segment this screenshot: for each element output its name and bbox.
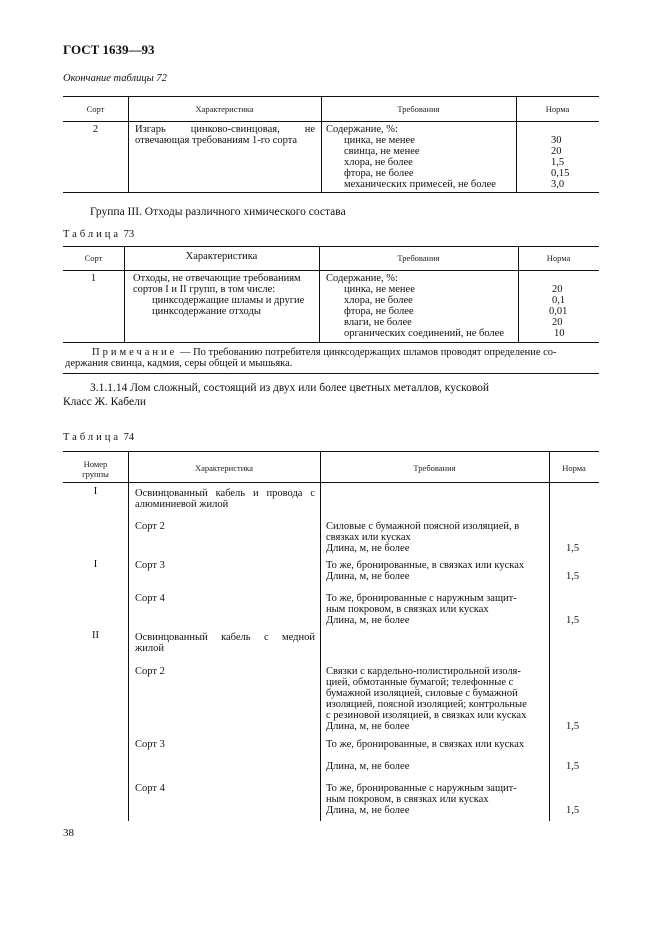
table74-header-group-line2: группы	[82, 469, 109, 479]
class-zh-heading: Класс Ж. Кабели	[63, 396, 146, 408]
table74-label-word: Таблица	[63, 432, 122, 443]
table74-char-line: Освинцованный кабель с медной	[135, 632, 315, 643]
table73-label	[63, 229, 134, 240]
table72-norm: 3,0	[551, 179, 565, 190]
table74-req-line: То же, бронированные, в связках или кусках	[326, 560, 525, 571]
document-title: ГОСТ 1639—93	[63, 42, 155, 57]
table72-norm: 1,5	[551, 157, 565, 168]
table74-norm: 1,5	[566, 615, 580, 626]
page-number: 38	[63, 827, 74, 839]
table73-req-line: хлора, не более	[344, 295, 413, 306]
table73-req-line: цинка, не менее	[344, 284, 415, 295]
table72-header-characteristic: Характеристика	[195, 104, 254, 114]
table72-char-line: Изгарь цинково-свинцовая, не	[135, 124, 315, 135]
table74-header-requirements: Требования	[413, 463, 456, 473]
table74-req-line: Связки с кардельно-полистирольной изоля-	[326, 666, 521, 677]
table74-norm: 1,5	[566, 571, 580, 582]
table74-req-line: Длина, м, не более	[326, 571, 410, 582]
table74-norm: 1,5	[566, 721, 580, 732]
table74-req-line: изоляцией, поясной изоляцией; контрольные	[326, 699, 527, 710]
table73-note-label: Примечание	[92, 347, 178, 358]
table73-norm: 10	[554, 328, 565, 339]
table73-req-line: органических соединений, не более	[344, 328, 504, 339]
table74-sort: Сорт 3	[135, 560, 165, 571]
table74-char-line: жилой	[135, 643, 164, 654]
table74-char-line: алюминиевой жилой	[135, 499, 229, 510]
table74-header-norm: Норма	[562, 463, 586, 473]
table72-caption: Окончание таблицы 72	[63, 73, 167, 84]
table74-norm: 1,5	[566, 543, 580, 554]
table72-norm: 30	[551, 135, 562, 146]
table73-norm: 20	[552, 284, 563, 295]
table73-char-line: Отходы, не отвечающие требованиям	[133, 273, 301, 284]
table74-sort: Сорт 2	[135, 521, 165, 532]
table74-group-number: I	[93, 559, 98, 570]
table74-req-line: связках или кусках	[326, 532, 411, 543]
table72-req-title: Содержание, %:	[326, 124, 398, 135]
table73-char-line: сортов I и II групп, в том числе:	[133, 284, 276, 295]
table74-req-line: То же, бронированные, в связках или кусках	[326, 739, 525, 750]
table74-req-line: ным покровом, в связках или кусках	[326, 604, 489, 615]
table74-label	[63, 432, 134, 443]
table73-req-line: фтора, не более	[344, 306, 414, 317]
table72-req-line: цинка, не менее	[344, 135, 415, 146]
table74-req-line: с резиновой изоляцией, в связках или кусках	[326, 710, 527, 721]
table74-req-line: Силовые с бумажной поясной изоляцией, в	[326, 521, 520, 532]
table73-req-line: влаги, не более	[344, 317, 412, 328]
table73-note-line1	[92, 347, 557, 358]
table73-char-line: цинксодержащие шламы и другие	[152, 295, 305, 306]
table74-norm: 1,5	[566, 761, 580, 772]
table72-norm: 0,15	[551, 168, 570, 179]
table73-req-title: Содержание, %:	[326, 273, 398, 284]
table74-group-number: I	[93, 486, 98, 497]
table74-header-group-line1: Номер	[83, 459, 108, 469]
table72-header-norm: Норма	[545, 104, 570, 114]
table72-req-line: свинца, не менее	[344, 146, 420, 157]
table73-sort: 1	[90, 273, 97, 284]
table74-norm: 1,5	[566, 805, 580, 816]
table74-sort: Сорт 3	[135, 739, 165, 750]
table74-req-line: ным покровом, в связках или кусках	[326, 794, 489, 805]
table72-char-line: отвечающая требованиям 1-го сорта	[135, 135, 298, 146]
table74-number: 74	[123, 432, 135, 443]
table73-char-line: цинксодержание отходы	[152, 306, 261, 317]
table72-sort: 2	[92, 124, 99, 135]
table73-header-sort: Сорт	[84, 253, 103, 263]
table74-char-line: Освинцованный кабель и провода с	[135, 488, 315, 499]
table74-req-line: Длина, м, не более	[326, 805, 410, 816]
table73-norm: 0,01	[549, 306, 568, 317]
table73-label-word: Таблица	[63, 229, 122, 240]
table74-req-line: Длина, м, не более	[326, 721, 410, 732]
table74-sort: Сорт 4	[135, 783, 165, 794]
group3-heading: Группа III. Отходы различного химического состава	[90, 206, 346, 218]
table74-req-line: То же, бронированные с наружным защит-	[326, 593, 517, 604]
table73-note-text: — По требованию потребителя цинксодержащих шламов проводят определение со-	[179, 347, 557, 358]
section-3-1-1-14: 3.1.1.14 Лом сложный, состоящий из двух или более цветных металлов, кусковой	[90, 382, 490, 394]
table74-sort: Сорт 2	[135, 666, 165, 677]
table72-req-line: хлора, не более	[344, 157, 413, 168]
table73-number: 73	[123, 229, 135, 240]
table74-req-line: Длина, м, не более	[326, 543, 410, 554]
table72-req-line: фтора, не более	[344, 168, 414, 179]
table73-norm: 0,1	[552, 295, 566, 306]
table74-header-group	[63, 459, 128, 479]
table72-req-line: механических примесей, не более	[344, 179, 496, 190]
table73-header-norm: Норма	[546, 253, 571, 263]
table74-req-line: цией, обмотанные бумагой; телефонные с	[326, 677, 514, 688]
table74-req-line: Длина, м, не более	[326, 761, 410, 772]
table74-req-line: Длина, м, не более	[326, 615, 410, 626]
table74-req-line: бумажной изоляцией, силовые с бумажной	[326, 688, 518, 699]
table74-req-line: То же, бронированные с наружным защит-	[326, 783, 517, 794]
table72-norm: 20	[551, 146, 562, 157]
table74-sort: Сорт 4	[135, 593, 165, 604]
table73-header-characteristic: Характеристика	[185, 251, 258, 262]
table72-header-sort: Сорт	[86, 104, 105, 114]
table73-norm: 20	[552, 317, 563, 328]
table72-header-requirements: Требования	[397, 104, 440, 114]
table74-header-characteristic: Характеристика	[194, 463, 254, 473]
table74-group-number: II	[92, 630, 99, 641]
table73-header-requirements: Требования	[397, 253, 440, 263]
table73-note-line2: держания свинца, кадмия, серы общей и мышьяка.	[65, 358, 293, 369]
